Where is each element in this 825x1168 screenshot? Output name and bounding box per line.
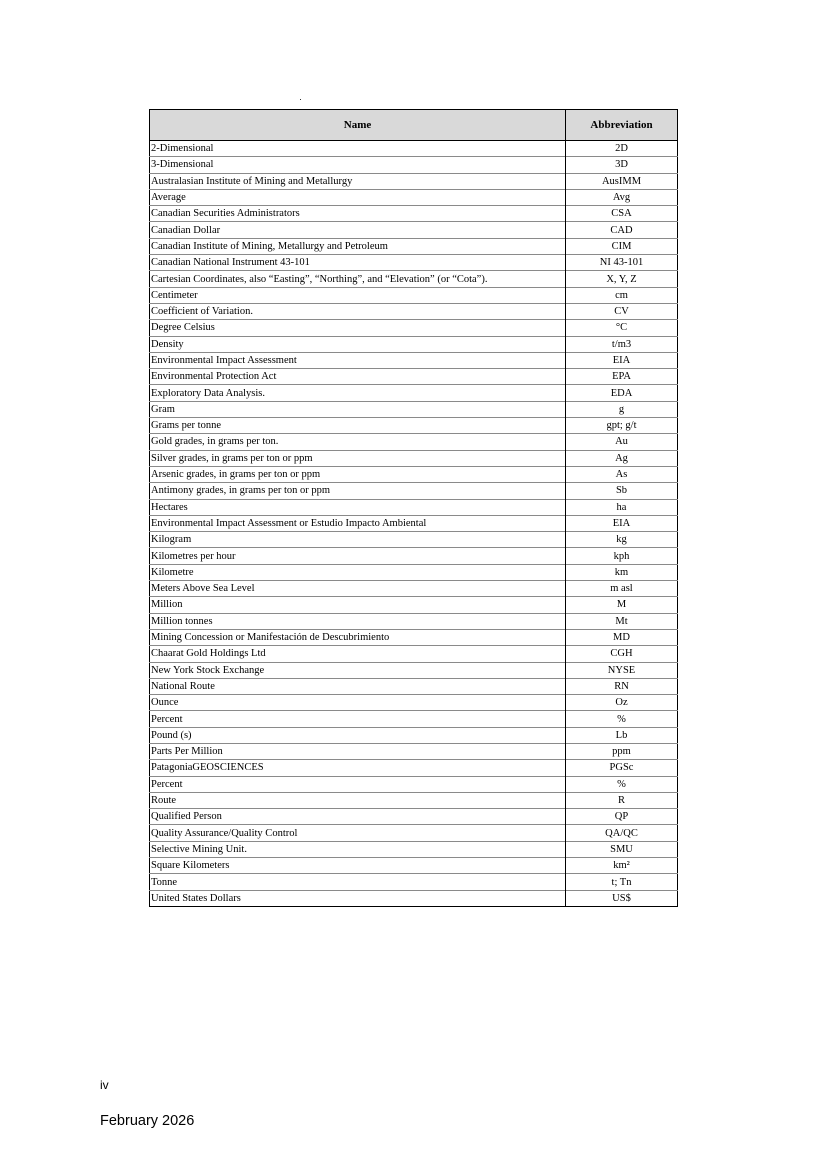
row-abbreviation: % [566, 776, 678, 792]
row-abbreviation: m asl [566, 581, 678, 597]
row-name: PatagoniaGEOSCIENCES [150, 760, 566, 776]
table-row [150, 222, 678, 238]
row-name: Centimeter [150, 287, 566, 303]
row-name: Environmental Impact Assessment [150, 352, 566, 368]
table-row [150, 662, 678, 678]
table-row [150, 711, 678, 727]
table-row [150, 238, 678, 254]
table-row [150, 760, 678, 776]
row-name: New York Stock Exchange [150, 662, 566, 678]
row-abbreviation: QP [566, 809, 678, 825]
row-name: Route [150, 792, 566, 808]
table-row [150, 401, 678, 417]
row-abbreviation: t/m3 [566, 336, 678, 352]
row-abbreviation: Ag [566, 450, 678, 466]
row-name: Kilometres per hour [150, 548, 566, 564]
row-abbreviation: % [566, 711, 678, 727]
table-row [150, 287, 678, 303]
row-name: Canadian Institute of Mining, Metallurgy and Petroleum [150, 238, 566, 254]
table-header-row [150, 110, 678, 141]
row-name: Percent [150, 711, 566, 727]
table-row [150, 564, 678, 580]
row-abbreviation: Mt [566, 613, 678, 629]
row-abbreviation: EDA [566, 385, 678, 401]
row-name: Grams per tonne [150, 418, 566, 434]
row-abbreviation: Sb [566, 483, 678, 499]
row-name: Gram [150, 401, 566, 417]
row-name: Tonne [150, 874, 566, 890]
table-row [150, 157, 678, 173]
row-name: Density [150, 336, 566, 352]
table-row [150, 613, 678, 629]
row-abbreviation: Lb [566, 727, 678, 743]
page-number: iv [100, 1078, 109, 1092]
table-row [150, 825, 678, 841]
table-row [150, 450, 678, 466]
row-name: Environmental Protection Act [150, 369, 566, 385]
row-abbreviation: X, Y, Z [566, 271, 678, 287]
table-row [150, 646, 678, 662]
row-abbreviation: CGH [566, 646, 678, 662]
row-abbreviation: Avg [566, 189, 678, 205]
table-row [150, 841, 678, 857]
table-row [150, 336, 678, 352]
table-row [150, 434, 678, 450]
row-abbreviation: PGSc [566, 760, 678, 776]
row-abbreviation: US$ [566, 890, 678, 906]
table-row [150, 255, 678, 271]
row-abbreviation: AusIMM [566, 173, 678, 189]
table-row [150, 271, 678, 287]
row-name: Australasian Institute of Mining and Metallurgy [150, 173, 566, 189]
table-row [150, 466, 678, 482]
row-abbreviation: QA/QC [566, 825, 678, 841]
table-row [150, 320, 678, 336]
table-row [150, 727, 678, 743]
row-name: Pound (s) [150, 727, 566, 743]
row-abbreviation: NYSE [566, 662, 678, 678]
table-row [150, 418, 678, 434]
row-name: Canadian Securities Administrators [150, 206, 566, 222]
row-abbreviation: t; Tn [566, 874, 678, 890]
row-name: Hectares [150, 499, 566, 515]
stray-dot [300, 99, 301, 100]
table-row [150, 548, 678, 564]
row-name: Exploratory Data Analysis. [150, 385, 566, 401]
row-abbreviation: ha [566, 499, 678, 515]
row-abbreviation: EPA [566, 369, 678, 385]
row-name: National Route [150, 678, 566, 694]
table-row [150, 385, 678, 401]
footer-date: February 2026 [100, 1113, 195, 1129]
row-abbreviation: gpt; g/t [566, 418, 678, 434]
row-name: Mining Concession or Manifestación de Descubrimiento [150, 629, 566, 645]
row-abbreviation: MD [566, 629, 678, 645]
table-row [150, 369, 678, 385]
row-name: Environmental Impact Assessment or Estudio Impacto Ambiental [150, 515, 566, 531]
row-abbreviation: kg [566, 532, 678, 548]
row-abbreviation: CAD [566, 222, 678, 238]
table-row [150, 532, 678, 548]
table-row [150, 515, 678, 531]
table-row [150, 678, 678, 694]
row-name: Chaarat Gold Holdings Ltd [150, 646, 566, 662]
table-row [150, 776, 678, 792]
header-name: Name [150, 110, 566, 141]
table-row [150, 189, 678, 205]
row-abbreviation: ppm [566, 743, 678, 759]
table-row [150, 499, 678, 515]
row-abbreviation: As [566, 466, 678, 482]
table-row [150, 809, 678, 825]
row-abbreviation: g [566, 401, 678, 417]
row-name: Arsenic grades, in grams per ton or ppm [150, 466, 566, 482]
row-name: Selective Mining Unit. [150, 841, 566, 857]
table-row [150, 792, 678, 808]
row-abbreviation: RN [566, 678, 678, 694]
table-row [150, 206, 678, 222]
row-name: Quality Assurance/Quality Control [150, 825, 566, 841]
row-name: Kilometre [150, 564, 566, 580]
row-name: Degree Celsius [150, 320, 566, 336]
row-name: Coefficient of Variation. [150, 303, 566, 319]
row-abbreviation: km [566, 564, 678, 580]
row-name: Million tonnes [150, 613, 566, 629]
row-name: Qualified Person [150, 809, 566, 825]
row-name: Parts Per Million [150, 743, 566, 759]
row-name: Ounce [150, 695, 566, 711]
row-name: United States Dollars [150, 890, 566, 906]
table-row [150, 141, 678, 157]
row-abbreviation: km² [566, 858, 678, 874]
row-abbreviation: CSA [566, 206, 678, 222]
row-abbreviation: cm [566, 287, 678, 303]
table-row [150, 874, 678, 890]
row-abbreviation: 2D [566, 141, 678, 157]
row-name: Percent [150, 776, 566, 792]
row-abbreviation: Oz [566, 695, 678, 711]
row-name: Cartesian Coordinates, also “Easting”, “Northing”, and “Elevation” (or “Cota”). [150, 271, 566, 287]
row-name: Silver grades, in grams per ton or ppm [150, 450, 566, 466]
row-abbreviation: °C [566, 320, 678, 336]
table-row [150, 303, 678, 319]
row-abbreviation: EIA [566, 515, 678, 531]
table-row [150, 597, 678, 613]
row-abbreviation: CIM [566, 238, 678, 254]
table-row [150, 743, 678, 759]
row-abbreviation: kph [566, 548, 678, 564]
table-row [150, 173, 678, 189]
row-name: Kilogram [150, 532, 566, 548]
row-name: Gold grades, in grams per ton. [150, 434, 566, 450]
row-name: Canadian National Instrument 43-101 [150, 255, 566, 271]
row-name: Million [150, 597, 566, 613]
abbreviations-table [149, 109, 678, 907]
row-name: Antimony grades, in grams per ton or ppm [150, 483, 566, 499]
row-abbreviation: SMU [566, 841, 678, 857]
row-abbreviation: NI 43-101 [566, 255, 678, 271]
row-name: 2-Dimensional [151, 143, 214, 155]
table-row [150, 352, 678, 368]
table-row [150, 890, 678, 906]
row-abbreviation: M [566, 597, 678, 613]
row-abbreviation: CV [566, 303, 678, 319]
table-body [150, 141, 678, 907]
row-name: Average [150, 189, 566, 205]
row-abbreviation: R [566, 792, 678, 808]
row-name: Square Kilometers [150, 858, 566, 874]
row-abbreviation: EIA [566, 352, 678, 368]
row-abbreviation: Au [566, 434, 678, 450]
table-row [150, 629, 678, 645]
table-row [150, 858, 678, 874]
table-row [150, 581, 678, 597]
header-abbreviation: Abbreviation [566, 110, 678, 141]
row-name: 3-Dimensional [150, 157, 566, 173]
row-name: Canadian Dollar [150, 222, 566, 238]
table-row [150, 695, 678, 711]
row-name: Meters Above Sea Level [150, 581, 566, 597]
row-abbreviation: 3D [566, 157, 678, 173]
table-row [150, 483, 678, 499]
